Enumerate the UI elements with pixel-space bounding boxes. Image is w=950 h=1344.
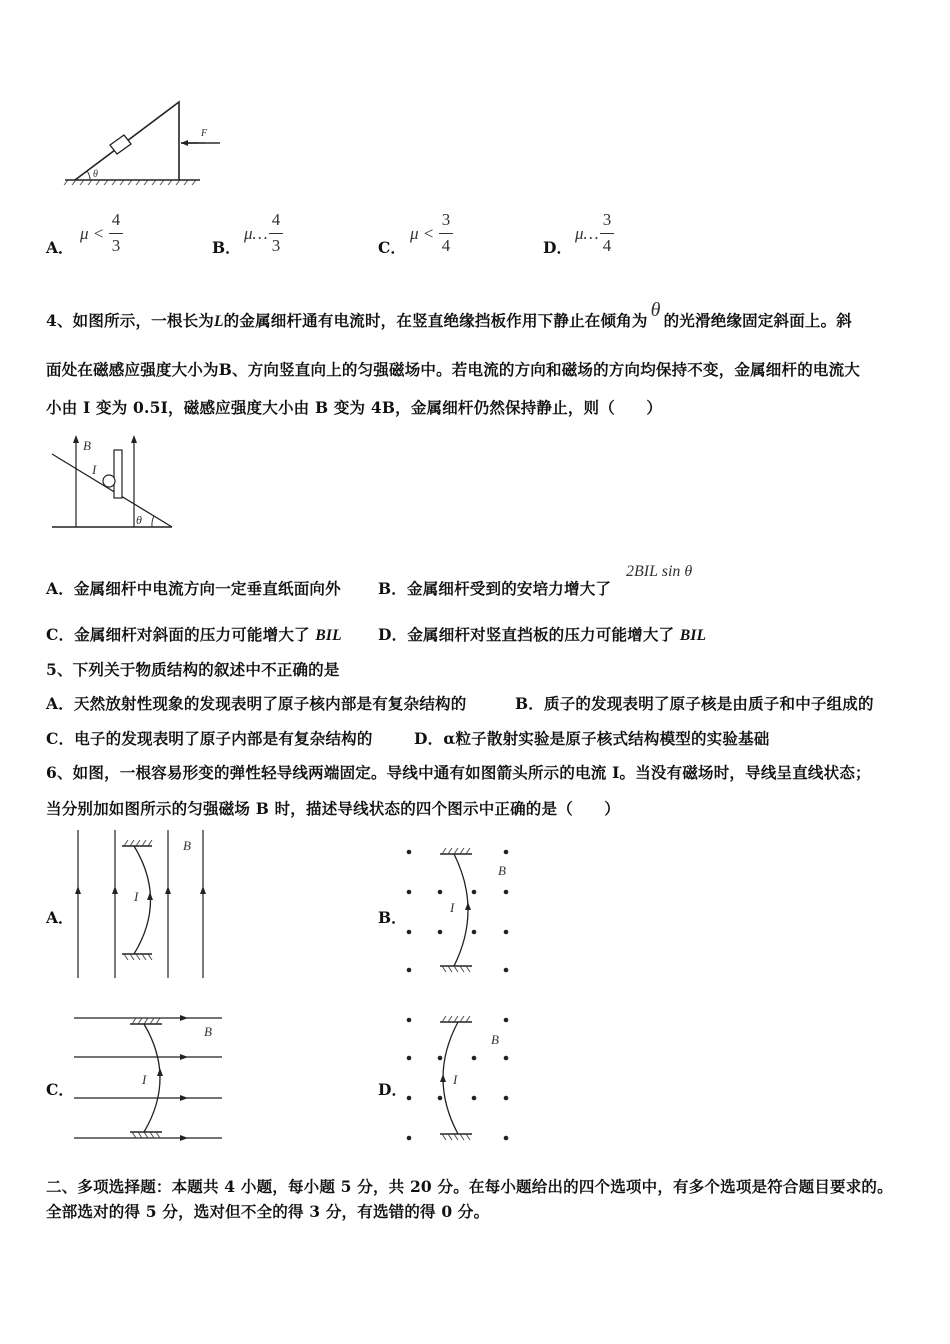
q3-option-d-math: μ… <box>575 224 599 243</box>
q4-stem-part-a: 4、如图所示，一根长为 <box>46 311 214 330</box>
q6-figure-c-current: I <box>142 1072 147 1087</box>
q4-stem-line2: 面处在磁感应强度大小为B、方向竖直向上的匀强磁场中。若电流的方向和磁场的方向均保持不变，金属细杆的电流大 <box>46 360 861 379</box>
q3-theta-label: θ <box>93 169 98 180</box>
q4-option-d-bil: BIL <box>679 627 707 644</box>
q3-option-b-math: μ… <box>244 224 268 243</box>
q4-current-label: I <box>92 462 97 477</box>
q3-option-d-bar <box>600 233 614 234</box>
q3-option-c-math: μ < <box>410 224 435 243</box>
q4-stem-length: L <box>214 313 224 330</box>
section2-heading-line2: 全部选对的得 5 分，选对但不全的得 3 分，有选错的得 0 分。 <box>46 1202 490 1221</box>
q6-stem-line2: 当分别加如图所示的匀强磁场 B 时，描述导线状态的四个图示中正确的是（ ） <box>46 799 620 818</box>
q6-figure-d-current: I <box>453 1072 458 1087</box>
q3-option-a-math: μ < <box>80 224 105 243</box>
q6-option-c-label: C． <box>46 1080 74 1099</box>
q3-option-a-num: 4 <box>111 210 121 229</box>
q4-option-d <box>378 623 706 645</box>
q3-option-a-letter: A． <box>46 238 74 257</box>
q3-option-d-letter: D． <box>543 238 572 257</box>
q3-option-c-den: 4 <box>441 236 451 255</box>
q4-stem-line3: 小由 I 变为 0.5I，磁感应强度大小由 B 变为 4B，金属细杆仍然保持静止，则（ ） <box>46 398 663 417</box>
q6-figure-b <box>400 840 520 978</box>
q4-stem-part-c: 的光滑绝缘固定斜面上。斜 <box>663 311 853 330</box>
q6-figure-c <box>70 1012 225 1144</box>
q6-figure-b-field: B <box>498 863 506 878</box>
q5-stem: 5、下列关于物质结构的叙述中不正确的是 <box>46 660 340 679</box>
q6-figure-a-field: B <box>183 838 191 853</box>
q3-force-label: F <box>201 128 208 139</box>
q4-option-c-bil: BIL <box>315 627 342 644</box>
q4-stem-part-b: 的金属细杆通有电流时，在竖直绝缘挡板作用下静止在倾角为 <box>223 311 648 330</box>
q4-option-b-math: 2BIL sin θ <box>626 563 693 580</box>
q6-figure-d <box>400 1012 520 1147</box>
q3-option-a-bar <box>109 233 123 234</box>
q3-option-d-den: 4 <box>602 236 612 255</box>
q3-option-b-bar <box>269 233 283 234</box>
q6-stem-line1: 6、如图，一根容易形变的弹性轻导线两端固定。导线中通有如图箭头所示的电流 I。当没有磁场时，导线呈直线状态； <box>46 763 871 782</box>
q6-option-b-label: B． <box>378 908 407 927</box>
q5-option-d: D．α粒子散射实验是原子核式结构模型的实验基础 <box>414 729 770 748</box>
q3-option-c-bar <box>439 233 453 234</box>
q6-figure-a-current: I <box>134 889 139 904</box>
q4-stem-theta: θ <box>650 299 661 321</box>
q3-option-c-letter: C． <box>378 238 406 257</box>
q3-option-d-num: 3 <box>602 210 612 229</box>
q3-option-c-num: 3 <box>441 210 451 229</box>
section2-heading-line1: 二、多项选择题：本题共 4 小题，每小题 5 分，共 20 分。在每小题给出的四个选项中，有多个选项是符合题目要求的。 <box>46 1177 893 1196</box>
q3-incline-figure <box>60 95 208 190</box>
q5-option-b: B．质子的发现表明了原子核是由质子和中子组成的 <box>515 694 874 713</box>
q3-option-b-letter: B． <box>212 238 241 257</box>
q4-theta-label: θ <box>136 513 142 527</box>
q6-option-d-label: D． <box>378 1080 407 1099</box>
q6-option-a-label: A． <box>46 908 74 927</box>
q4-option-c <box>46 623 342 645</box>
q6-figure-b-current: I <box>450 900 455 915</box>
q6-figure-a <box>70 828 215 980</box>
q3-option-b-num: 4 <box>271 210 281 229</box>
q5-option-a: A．天然放射性现象的发现表明了原子核内部是有复杂结构的 <box>46 694 467 713</box>
q4-field-label: B <box>83 438 91 453</box>
q3-option-b-den: 3 <box>271 236 281 255</box>
q4-option-a: A．金属细杆中电流方向一定垂直纸面向外 <box>46 579 341 598</box>
q6-figure-c-field: B <box>204 1024 212 1039</box>
q4-option-b: B．金属细杆受到的安培力增大了 <box>378 579 612 598</box>
q6-figure-d-field: B <box>491 1032 499 1047</box>
q5-option-c: C．电子的发现表明了原子内部是有复杂结构的 <box>46 729 373 748</box>
q4-rod-on-incline-figure <box>48 432 178 532</box>
q4-option-c-text: C．金属细杆对斜面的压力可能增大了 <box>46 625 310 644</box>
q4-option-d-text: D．金属细杆对竖直挡板的压力可能增大了 <box>378 625 675 644</box>
q3-option-a-den: 3 <box>111 236 121 255</box>
q4-stem-line1 <box>46 299 853 332</box>
